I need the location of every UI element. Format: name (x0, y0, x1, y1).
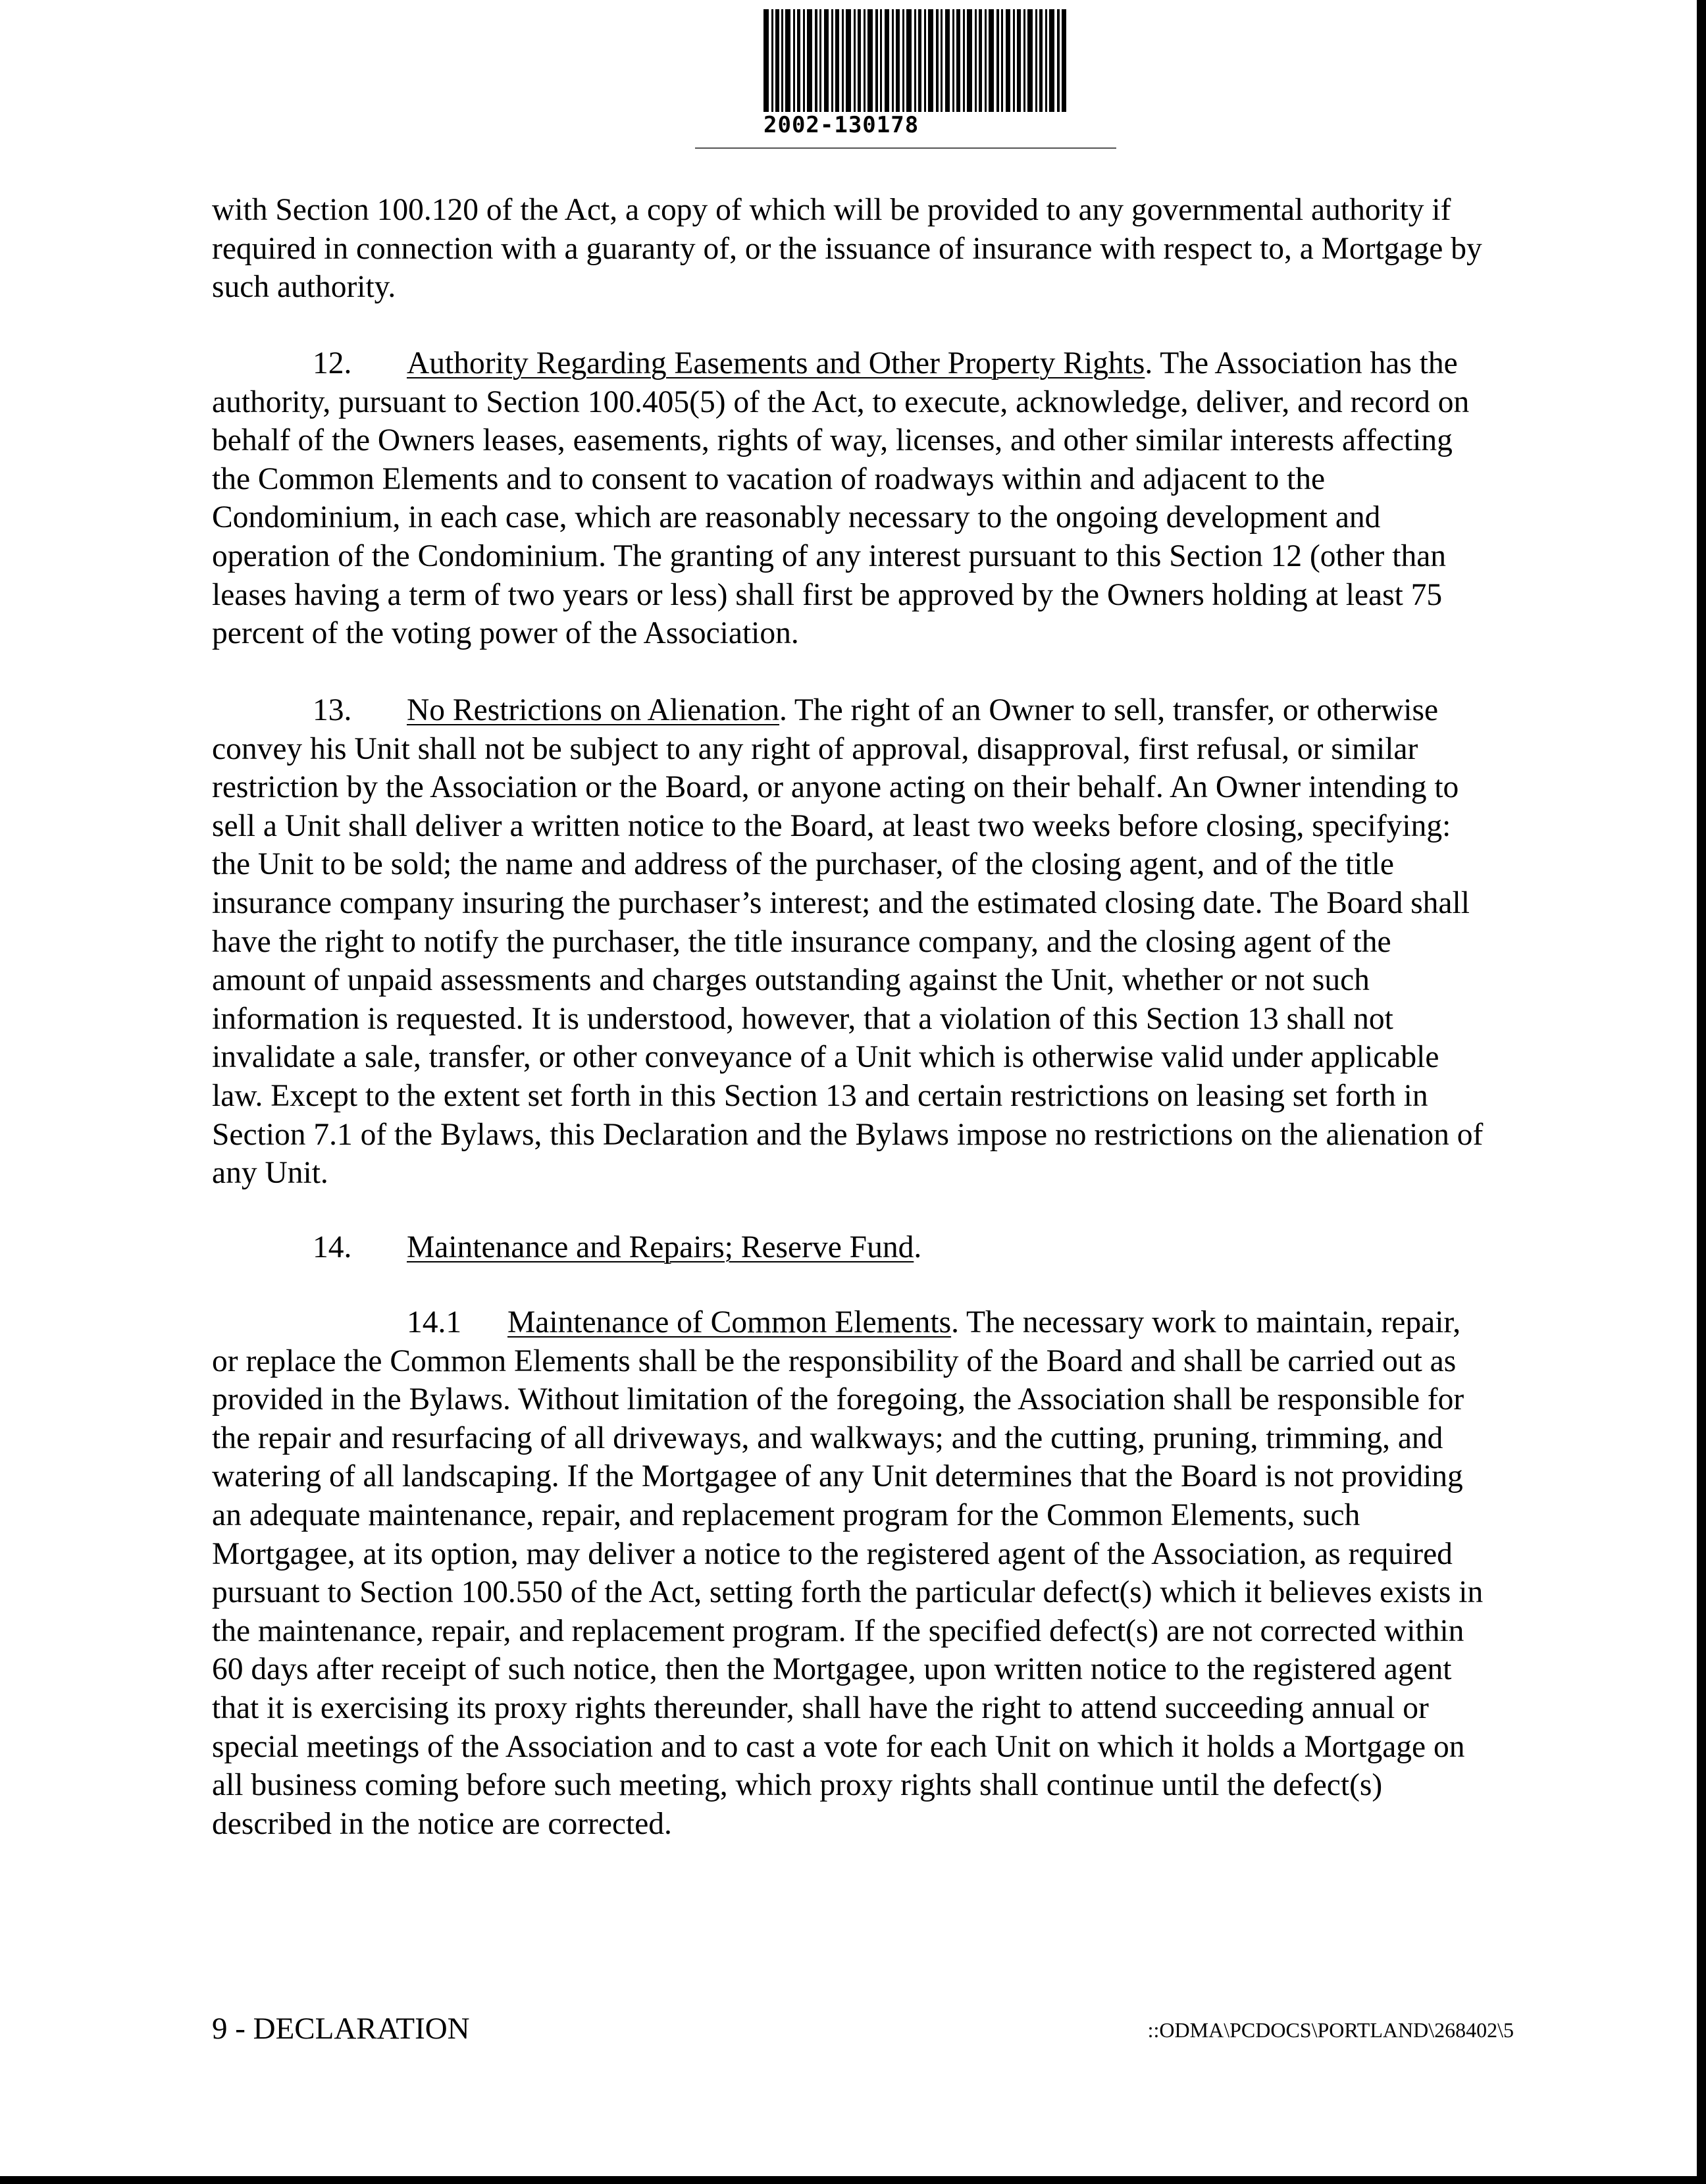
page-edge-bottom (0, 2176, 1706, 2184)
document-number: 2002-130178 (763, 112, 919, 138)
page-label: 9 - DECLARATION (212, 2012, 470, 2046)
section-number: 12. (313, 346, 352, 380)
barcode-icon (763, 9, 1066, 112)
page-edge-right (1697, 0, 1706, 2184)
section-12 (212, 344, 1489, 653)
document-barcode (763, 9, 1066, 151)
section-heading: Maintenance of Common Elements (507, 1305, 952, 1339)
section-heading: No Restrictions on Alienation (407, 693, 779, 727)
section-number: 14.1 (407, 1305, 462, 1339)
header-rule (695, 147, 1116, 149)
section-13 (212, 691, 1489, 1193)
section-text: . The Association has the authority, pursuant to Section 100.405(5) of the Act, to execute, acknowledge, deliver, and record on behalf of the Owners leases, easements, rights of way, licenses, and other similar interests affecting the Common Elements and to consent to vacation of roadways within and adjacent to the Condominium, in each case, which are reasonably necessary to the ongoing development and operation of the Condominium. The granting of any interest pursuant to this Section 12 (other than leases having a term of two years or less) shall first be approved by the Owners holding at least 75 percent of the voting power of the Association. (212, 346, 1470, 651)
paragraph-text: with Section 100.120 of the Act, a copy of which will be provided to any governmental authority if required in connection with a guaranty of, or the issuance of insurance with respect to, a Mortgage by such authority. (212, 193, 1482, 305)
section-text: . The right of an Owner to sell, transfer, or otherwise convey his Unit shall not be subject to any right of approval, disapproval, first refusal, or similar restriction by the Association or the Board, or anyone acting on their behalf. An Owner intending to sell a Unit shall deliver a written notice to the Board, at least two weeks before closing, specifying: the Unit to be sold; the name and address of the purchaser, of the closing agent, and of the title insurance company insuring the purchaser’s interest; and the estimated closing date. The Board shall have the right to notify the purchaser, the title insurance company, and the closing agent of the amount of unpaid assessments and charges outstanding against the Unit, whether or not such information is requested. It is understood, however, that a violation of this Section 13 shall not invalidate a sale, transfer, or other conveyance of a Unit which is otherwise valid under applicable law. Except to the extent set forth in this Section 13 and certain restrictions on leasing set forth in Section 7.1 of the Bylaws, this Declaration and the Bylaws impose no restrictions on the alienation of any Unit. (212, 693, 1484, 1191)
document-path: ::ODMA\PCDOCS\PORTLAND\268402\5 (1147, 2018, 1514, 2042)
section-text: . (914, 1230, 922, 1264)
section-number: 13. (313, 693, 352, 727)
paragraph-continuation (212, 191, 1489, 307)
section-14 (212, 1228, 1489, 1267)
section-heading: Maintenance and Repairs; Reserve Fund (407, 1230, 914, 1264)
section-14-1 (212, 1303, 1489, 1843)
section-heading: Authority Regarding Easements and Other Property Rights (407, 346, 1145, 380)
section-number: 14. (313, 1230, 352, 1264)
section-text: . The necessary work to maintain, repair, or replace the Common Elements shall be the responsibility of the Board and shall be carried out as provided in the Bylaws. Without limitation of the foregoing, the Association shall be responsible for the repair and resurfacing of all driveways, and walkways; and the cutting, pruning, trimming, and watering of all landscaping. If the Mortgagee of any Unit determines that the Board is not providing an adequate maintenance, repair, and replacement program for the Common Elements, such Mortgagee, at its option, may deliver a notice to the registered agent of the Association, as required pursuant to Section 100.550 of the Act, setting forth the particular defect(s) which it believes exists in the maintenance, repair, and replacement program. If the specified defect(s) are not corrected within 60 days after receipt of such notice, then the Mortgagee, upon written notice to the registered agent that it is exercising its proxy rights thereunder, shall have the right to attend succeeding annual or special meetings of the Association and to cast a vote for each Unit on which it holds a Mortgage on all business coming before such meeting, which proxy rights shall continue until the defect(s) described in the notice are corrected. (212, 1305, 1484, 1841)
